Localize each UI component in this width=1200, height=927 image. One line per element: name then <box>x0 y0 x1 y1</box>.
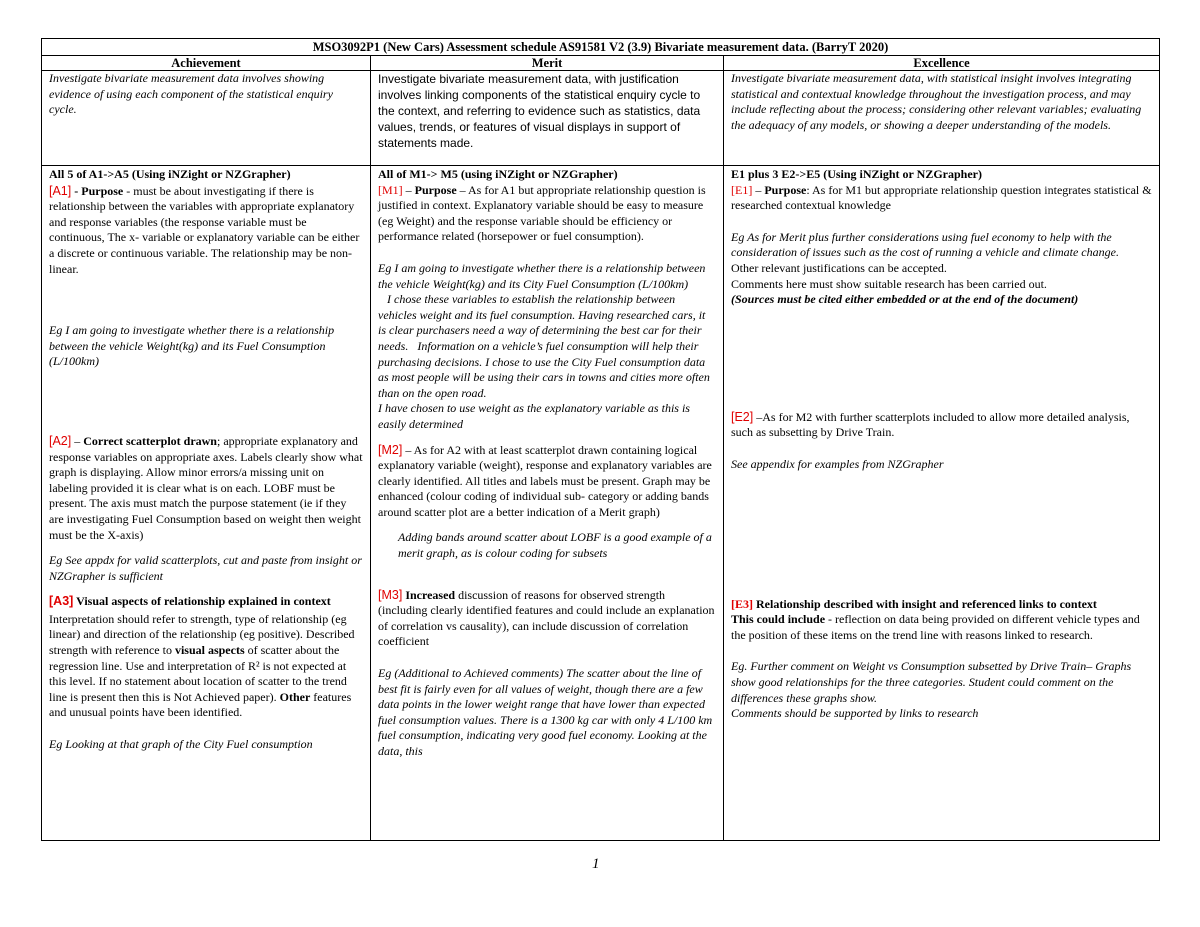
achievement-criteria <box>42 166 371 841</box>
tag-m2: [M2] <box>378 442 403 457</box>
e1-other-justifications: Other relevant justifications can be accepted. <box>731 260 947 275</box>
example-m1-justification: I chose these variables to establish the relationship between vehicles weight and its fuel consumption. Having researched cars, it is clear purchasers need a way of determining the best car for their needs. Information on a vehicle’s fuel consumption will help their purchasing decisions. I chose to use the City Fuel consumption data as most people will be using their cars in towns and cities more often than on the open road. <box>378 292 713 400</box>
excellence-criteria <box>724 166 1160 841</box>
schedule-title: MSO3092P1 (New Cars) Assessment schedule AS91581 V2 (3.9) Bivariate measurement data. (BarryT 2020) <box>42 39 1160 56</box>
tag-e3: [E3] <box>731 596 753 611</box>
example-m1-explanatory: I have chosen to use weight as the explanatory variable as this is easily determined <box>378 401 690 431</box>
assessment-schedule <box>41 38 1159 841</box>
schedule-table <box>41 38 1160 841</box>
page-number: 1 <box>592 856 600 872</box>
example-m1: Eg I am going to investigate whether there is a relationship between the vehicle Weight(kg) and its City Fuel Consumption (L/100km) <box>378 260 706 291</box>
example-e2: See appendix for examples from NZGrapher <box>731 456 944 471</box>
intro-merit: Investigate bivariate measurement data, with justification involves linking components of the statistical enquiry cycle to the context, and referring to evidence such as statistics, data values, trends, or features of visual displays in support of statements made. <box>371 71 724 166</box>
achievement-heading: All 5 of A1->A5 (Using iNZight or NZGrapher) <box>49 167 291 181</box>
example-e1: Eg As for Merit plus further considerations using fuel economy to help with the consideration of issues such as the cost of running a vehicle and climate change. <box>731 229 1119 260</box>
e3-research-note: Comments should be supported by links to research <box>731 706 979 721</box>
criterion-a2: [A2] – Correct scatterplot drawn; appropriate explanatory and response variables on appropriate axes. Labels clearly show what graph is displaying. Allow minor errors/a missing unit on labeling provided it is clear what is on each. LOBF must be present. The axis must match the purpose statement (ie if they are investigating Fuel Consumption based on weight then weight must be the X-axis) <box>49 433 363 542</box>
intro-excellence: Investigate bivariate measurement data, with statistical insight involves integrating statistical and contextual knowledge throughout the investigation process, and may include reflecting about the process; considering other relevant variables; evaluating the adequacy of any models, or showing a deeper understanding of the models. <box>724 71 1160 166</box>
criterion-m3: [M3] Increased discussion of reasons for observed strength (including clearly identified features and could include an explanation of correlation vs causality), can include discussion of correlation coefficient <box>378 587 715 649</box>
column-header-achievement: Achievement <box>42 56 371 71</box>
tag-m3: [M3] <box>378 587 403 602</box>
intro-achievement: Investigate bivariate measurement data involves showing evidence of using each component of the statistical enquiry cycle. <box>42 71 371 166</box>
merit-criteria <box>371 166 724 841</box>
criterion-e2: [E2] –As for M2 with further scatterplots included to allow more detailed analysis, such as subsetting by Drive Train. <box>731 409 1130 440</box>
criterion-a1: [A1] - Purpose - must be about investigating if there is relationship between the variables with appropriate explanatory and response variables (the response variable must be continuous, The x- variable or explanatory variable can be either a discrete or continuous variable. The relationship may be non-linear. <box>49 183 360 276</box>
criterion-a3: Interpretation should refer to strength, type of relationship (eg linear) and direction of the relationship (eg positive). Described strength with reference to visual aspects of scatter about the regression line. Use and interpretation of R² is not expected at this level. If no statement about location of scatter to the trend line is present then this is Not Achieved paper). Other features and unusual points have been identified. <box>49 611 355 720</box>
criterion-e1: [E1] – Purpose: As for M1 but appropriate relationship question integrates statistical & researched contextual knowledge <box>731 182 1152 213</box>
e1-research-note: Comments here must show suitable research has been carried out. <box>731 276 1047 291</box>
criterion-e3-title: [E3] Relationship described with insight and referenced links to context <box>731 596 1097 611</box>
criterion-a3-title: [A3] Visual aspects of relationship explained in context <box>49 594 331 609</box>
criterion-m1: [M1] – Purpose – As for A1 but appropriate relationship question is justified in context. Explanatory variable should be easy to measure (eg Weight) and the response variable should be efficiency or performance related (horsepower or fuel consumption). <box>378 182 706 244</box>
tag-m1: [M1] <box>378 182 403 197</box>
example-m2: Adding bands around scatter about LOBF is a good example of a merit graph, as is colour coding for subsets <box>398 530 712 561</box>
tag-e2: [E2] <box>731 409 754 424</box>
tag-a2: [A2] <box>49 433 72 448</box>
example-a1: Eg I am going to investigate whether there is a relationship between the vehicle Weight(kg) and its Fuel Consumption (L/100km) <box>49 323 335 369</box>
tag-a3: [A3] <box>49 594 74 609</box>
column-header-excellence: Excellence <box>724 56 1160 71</box>
excellence-heading: E1 plus 3 E2->E5 (Using iNZight or NZGrapher) <box>731 167 982 181</box>
example-a2: Eg See appdx for valid scatterplots, cut and paste from insight or NZGrapher is sufficient <box>49 553 362 583</box>
example-e3: Eg. Further comment on Weight vs Consumption subsetted by Drive Train– Graphs show good relationships for the three categories. Student could comment on the differences these graphs show. <box>731 659 1132 705</box>
e1-sources-note: (Sources must be cited either embedded or at the end of the document) <box>731 292 1079 307</box>
example-a3: Eg Looking at that graph of the City Fuel consumption <box>49 737 313 752</box>
example-m3: Eg (Additional to Achieved comments) The scatter about the line of best fit is fairly even for all values of weight, though there are a few data points in the lower weight range that have lower than expected fuel consumption values. There is a 1300 kg car with only 4 L/100 km fuel consumption, indicating very good fuel economy. Looking at the data, this <box>378 666 713 758</box>
tag-e1: [E1] <box>731 182 753 197</box>
column-header-merit: Merit <box>371 56 724 71</box>
criterion-e3: This could include - reflection on data being provided on different vehicle types and the position of these items on the trend line with reasons linked to research. <box>731 612 1140 642</box>
merit-heading: All of M1-> M5 (using iNZight or NZGrapher) <box>378 167 618 181</box>
criterion-m2: [M2] – As for A2 with at least scatterplot drawn containing logical explanatory variable (weight), response and explanatory variables are clearly identified. All titles and labels must be present. Graph may be enhanced (colour coding of individual sub- category or adding bands around scatter plot are a better indication of a Merit graph) <box>378 442 712 519</box>
tag-a1: [A1] <box>49 183 72 198</box>
